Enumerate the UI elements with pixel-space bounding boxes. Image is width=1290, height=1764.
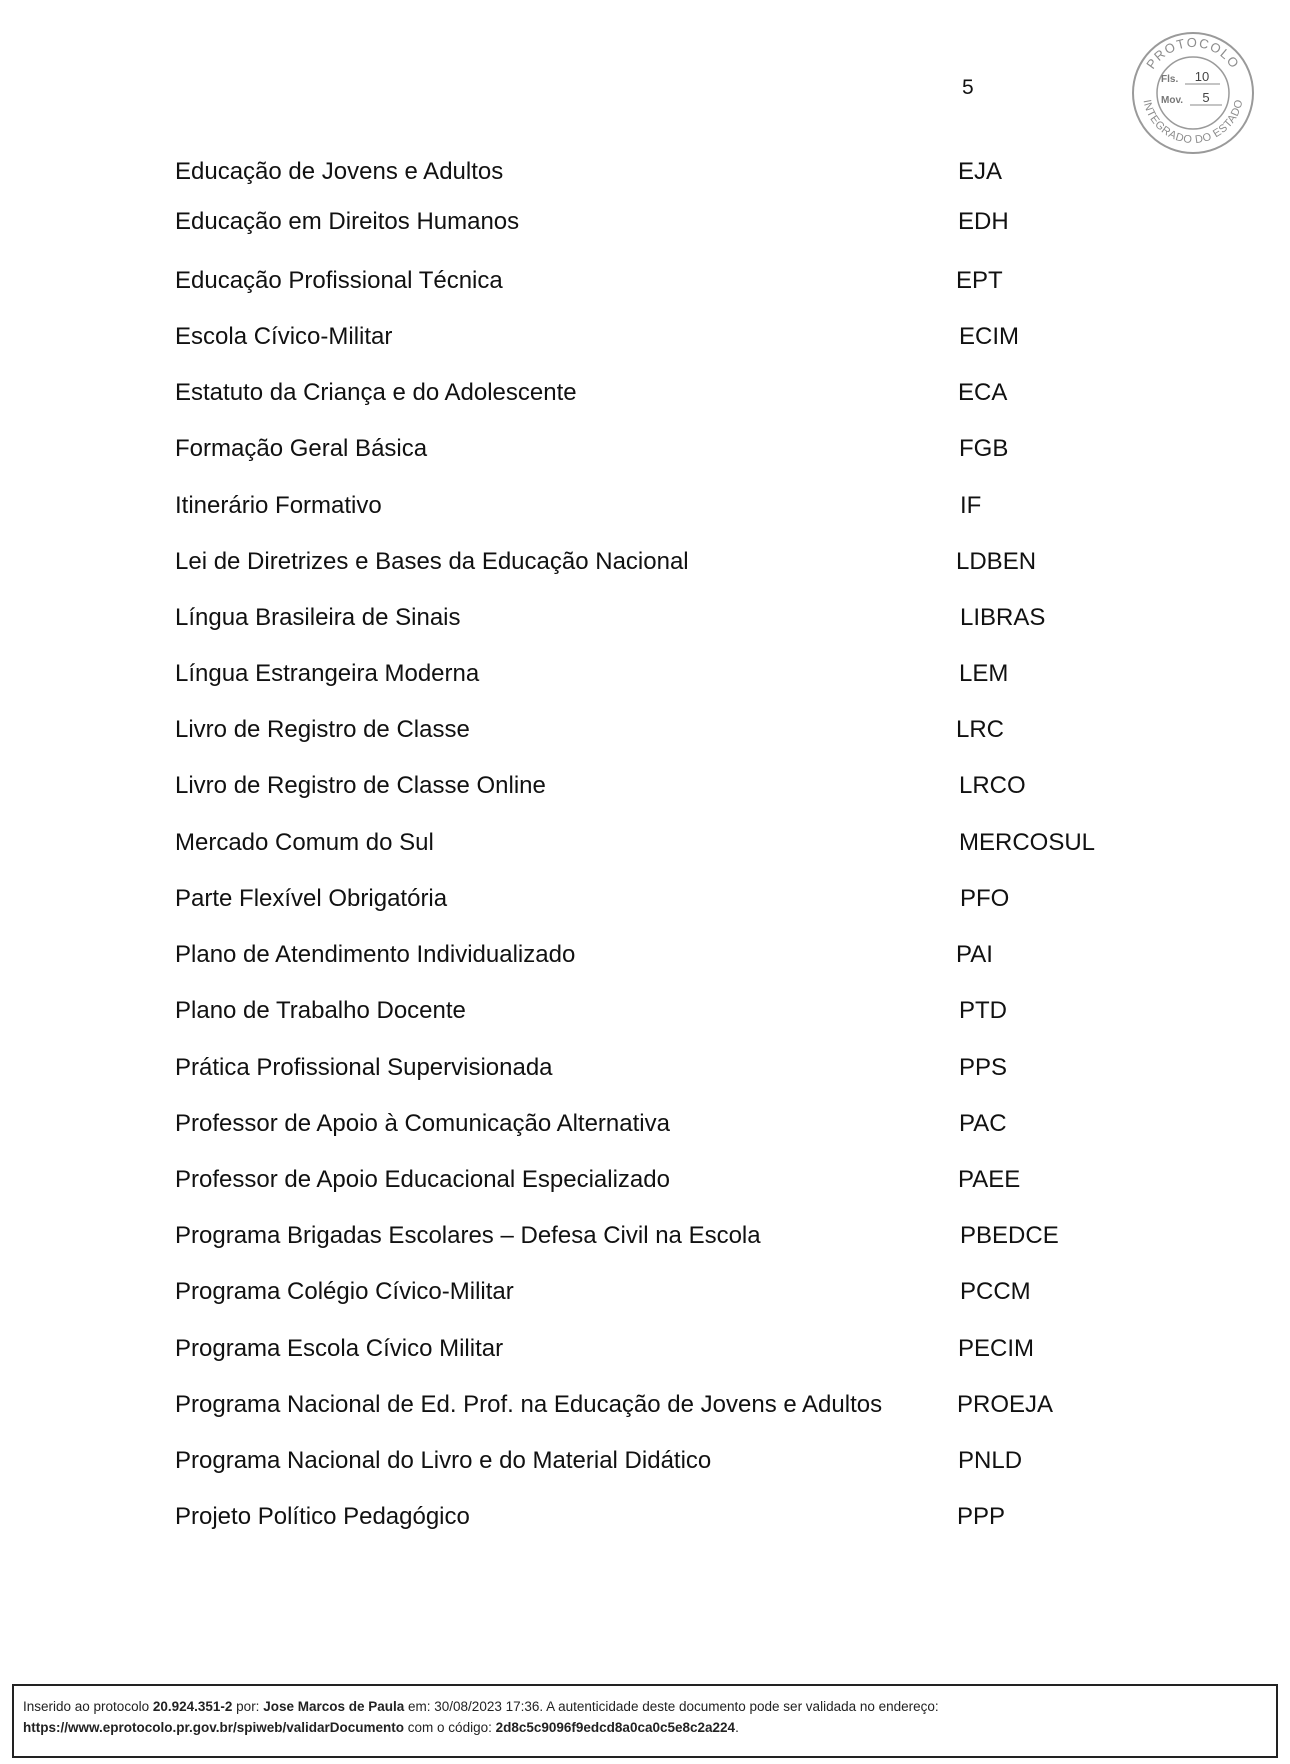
abbreviation-term: Plano de Trabalho Docente — [175, 997, 466, 1024]
abbreviation-row — [175, 1500, 1135, 1534]
abbreviation-row — [175, 1107, 1135, 1141]
abbreviation-term: Programa Nacional de Ed. Prof. na Educação de Jovens e Adultos — [175, 1391, 883, 1418]
footer-protocol-number: 20.924.351-2 — [152, 1699, 233, 1714]
abbreviation-term: Mercado Comum do Sul — [175, 829, 434, 856]
abbreviation-code: MERCOSUL — [959, 829, 1096, 856]
page-number: 5 — [962, 76, 974, 99]
footer-text-4: com o código: — [404, 1720, 496, 1735]
abbreviation-code: PROEJA — [957, 1391, 1054, 1418]
abbreviation-term: Livro de Registro de Classe Online — [175, 772, 546, 799]
footer-validation-link[interactable]: https://www.eprotocolo.pr.gov.br/spiweb/validarDocumento — [23, 1720, 405, 1735]
abbreviation-row — [175, 1163, 1135, 1197]
abbreviation-term: Programa Brigadas Escolares – Defesa Civil na Escola — [175, 1222, 761, 1249]
abbreviation-term: Língua Estrangeira Moderna — [175, 660, 480, 687]
stamp-top-text: PROTOCOLO — [1143, 34, 1243, 72]
abbreviation-term: Língua Brasileira de Sinais — [175, 604, 461, 631]
abbreviation-row — [175, 1332, 1135, 1366]
abbreviation-term: Programa Escola Cívico Militar — [175, 1335, 504, 1362]
abbreviation-row — [175, 264, 1135, 298]
authenticity-footer — [12, 1684, 1278, 1758]
abbreviation-code: PPP — [957, 1503, 1006, 1530]
stamp-fls-label: Fls. — [1161, 74, 1179, 85]
abbreviation-row — [175, 1388, 1135, 1422]
abbreviation-term: Estatuto da Criança e do Adolescente — [175, 379, 577, 406]
abbreviation-row — [175, 432, 1135, 466]
abbreviation-term: Programa Colégio Cívico-Militar — [175, 1278, 514, 1305]
abbreviation-term: Livro de Registro de Classe — [175, 716, 470, 743]
abbreviation-code: PCCM — [960, 1278, 1031, 1305]
abbreviation-term: Prática Profissional Supervisionada — [175, 1054, 553, 1081]
protocol-stamp — [1130, 30, 1256, 156]
abbreviation-code: ECIM — [959, 323, 1019, 350]
abbreviation-row — [175, 376, 1135, 410]
abbreviation-row — [175, 205, 1135, 239]
abbreviation-term: Professor de Apoio à Comunicação Alternativa — [175, 1110, 670, 1137]
abbreviation-row — [175, 320, 1135, 354]
abbreviation-term: Formação Geral Básica — [175, 435, 428, 462]
abbreviation-code: ECA — [958, 379, 1008, 406]
abbreviation-term: Plano de Atendimento Individualizado — [175, 941, 576, 968]
abbreviation-code: LRCO — [959, 772, 1026, 799]
abbreviation-code: PNLD — [958, 1447, 1023, 1474]
stamp-mov-label: Mov. — [1161, 95, 1184, 106]
abbreviation-code: FGB — [959, 435, 1009, 462]
abbreviation-code: PTD — [959, 997, 1007, 1024]
footer-text-5: . — [735, 1720, 739, 1735]
abbreviation-code: PAEE — [958, 1166, 1021, 1193]
abbreviation-code: PBEDCE — [960, 1222, 1059, 1249]
abbreviation-row — [175, 994, 1135, 1028]
abbreviation-code: EDH — [958, 208, 1009, 235]
abbreviation-term: Educação Profissional Técnica — [175, 267, 503, 294]
abbreviation-code: PPS — [959, 1054, 1008, 1081]
abbreviation-row — [175, 826, 1135, 860]
abbreviation-code: PAI — [956, 941, 993, 968]
abbreviation-code: LEM — [959, 660, 1009, 687]
abbreviation-code: LIBRAS — [960, 604, 1046, 631]
abbreviation-row — [175, 713, 1135, 747]
abbreviation-row — [175, 601, 1135, 635]
abbreviation-row — [175, 1275, 1135, 1309]
abbreviation-term: Educação em Direitos Humanos — [175, 208, 520, 235]
svg-text:PROTOCOLO — [1143, 35, 1243, 72]
abbreviation-term: Lei de Diretrizes e Bases da Educação Nacional — [175, 548, 689, 575]
stamp-fls-value: 10 — [1194, 69, 1210, 84]
abbreviation-row — [175, 769, 1135, 803]
abbreviation-code: LDBEN — [956, 548, 1037, 575]
abbreviation-code: PECIM — [958, 1335, 1035, 1362]
abbreviation-term: Projeto Político Pedagógico — [175, 1503, 470, 1530]
abbreviation-row — [175, 1219, 1135, 1253]
stamp-bottom-text: INTEGRADO DO ESTADO — [1140, 98, 1246, 147]
footer-validation-code: 2d8c5c9096f9edcd8a0ca0c5e8c2a224 — [495, 1720, 736, 1735]
abbreviation-term: Parte Flexível Obrigatória — [175, 885, 448, 912]
abbreviation-term: Educação de Jovens e Adultos — [175, 158, 504, 185]
abbreviation-row — [175, 938, 1135, 972]
abbreviation-row — [175, 882, 1135, 916]
footer-text-1: Inserido ao protocolo — [23, 1699, 153, 1714]
abbreviation-term: Professor de Apoio Educacional Especializado — [175, 1166, 670, 1193]
footer-author: Jose Marcos de Paula — [263, 1699, 405, 1714]
abbreviation-term: Itinerário Formativo — [175, 492, 382, 519]
abbreviation-row — [175, 155, 1135, 189]
stamp-mov-value: 5 — [1202, 90, 1210, 105]
abbreviation-code: EJA — [958, 158, 1003, 185]
abbreviation-term: Programa Nacional do Livro e do Material Didático — [175, 1447, 712, 1474]
abbreviation-code: LRC — [956, 716, 1005, 743]
abbreviation-row — [175, 489, 1135, 523]
footer-text-2: por: — [232, 1699, 264, 1714]
abbreviation-row — [175, 1444, 1135, 1478]
abbreviation-code: PFO — [960, 885, 1010, 912]
abbreviation-row — [175, 545, 1135, 579]
abbreviation-code: PAC — [959, 1110, 1007, 1137]
abbreviation-code: IF — [960, 492, 982, 519]
abbreviation-term: Escola Cívico-Militar — [175, 323, 393, 350]
footer-text-3: em: 30/08/2023 17:36. A autenticidade deste documento pode ser validada no endereço: — [404, 1699, 939, 1714]
abbreviation-row — [175, 1051, 1135, 1085]
abbreviation-row — [175, 657, 1135, 691]
abbreviation-code: EPT — [956, 267, 1003, 294]
